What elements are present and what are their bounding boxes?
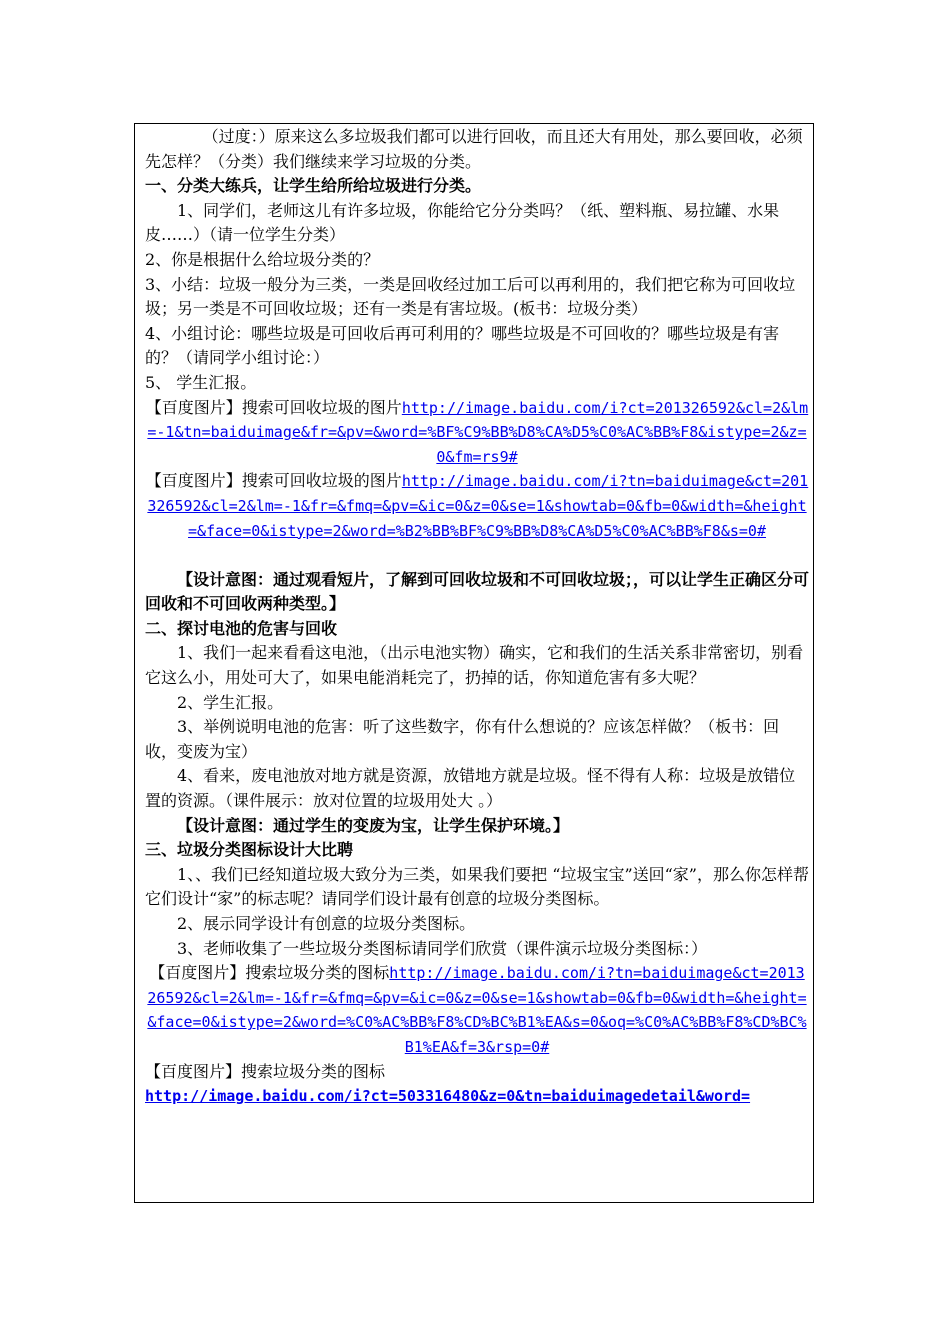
reference-3-link[interactable]: http://image.baidu.com/i?tn=baiduimage&ct=201326592&cl=2&lm=-1&fr=&fmq=&pv=&ic=0&z=0&se=1&showtab=0&fb=0&width=&height=&face=0&istype=2&word=%C0%AC%BB%F8%CD%BC%B1%EA&s=0&oq=%C0%AC%BB%F8%CD%BC%B1%EA&f=3&rsp=0# xyxy=(147,964,807,1056)
section-heading-2: 二、探讨电池的危害与回收 xyxy=(145,618,338,638)
reference-1-label: 【百度图片】搜索可回收垃圾的图片 xyxy=(145,397,402,417)
section-heading-3: 三、垃圾分类图标设计大比聘 xyxy=(145,840,354,860)
paragraph-battery-4: 4、看来，废电池放对地方就是资源，放错地方就是垃圾。怪不得有人称：垃圾是放错位置的资源。（课件展示：放对位置的垃圾用处大 。） xyxy=(145,766,796,811)
reference-4-link[interactable]: http://image.baidu.com/i?ct=503316480&z=0&tn=baiduimagedetail&word= xyxy=(145,1087,751,1106)
blank-line xyxy=(145,543,809,568)
paragraph-battery-3: 3、举例说明电池的危害：听了这些数字，你有什么想说的？应该怎样做？（板书：回收，变废为宝） xyxy=(145,717,780,761)
section-heading-1: 一、分类大练兵，让学生给所给垃圾进行分类。 xyxy=(145,176,482,196)
lesson-content xyxy=(145,125,809,1109)
paragraph-step-1: 1、同学们，老师这儿有许多垃圾，你能给它分分类吗？（纸、塑料瓶、易拉罐、水果皮……）（请一位学生分类） xyxy=(145,200,780,245)
design-intent-2: 【设计意图：通过学生的变废为宝，让学生保护环境。】 xyxy=(177,815,570,835)
paragraph-step-4: 4、小组讨论：哪些垃圾是可回收后再可利用的？哪些垃圾是不可回收的？哪些垃圾是有害的？（请同学小组讨论：） xyxy=(145,323,780,368)
paragraph-step-2: 2、你是根据什么给垃圾分类的？ xyxy=(145,249,380,269)
paragraph-transition: （过度：）原来这么多垃圾我们都可以进行回收，而且还大有用处，那么要回收，必须先怎样？（分类）我们继续来学习垃圾的分类。 xyxy=(145,127,803,171)
reference-1-link[interactable]: http://image.baidu.com/i?ct=201326592&cl=2&lm=-1&tn=baiduimage&fr=&pv=&word=%BF%C9%BB%D8%CA%D5%C0%AC%BB%F8&istype=2&z=0&fm=rs9# xyxy=(147,398,809,466)
paragraph-step-3: 3、小结：垃圾一般分为三类，一类是回收经过加工后可以再利用的，我们把它称为可回收垃圾；另一类是不可回收垃圾；还有一类是有害垃圾。(板书：垃圾分类） xyxy=(145,274,796,319)
paragraph-battery-2: 2、学生汇报。 xyxy=(177,692,284,712)
reference-3 xyxy=(145,961,809,1059)
reference-2-label: 【百度图片】搜索可回收垃圾的图片 xyxy=(145,471,402,491)
paragraph-step-5: 5、 学生汇报。 xyxy=(145,372,257,392)
paragraph-icon-2: 2、展示同学设计有创意的垃圾分类图标。 xyxy=(177,914,476,933)
reference-1 xyxy=(145,396,809,470)
reference-3-label: 【百度图片】搜索垃圾分类的图标 xyxy=(149,963,390,983)
reference-4 xyxy=(145,1084,809,1109)
reference-4-label: 【百度图片】搜索垃圾分类的图标 xyxy=(145,1061,386,1081)
design-intent-1: 【设计意图：通过观看短片，了解到可回收垃圾和不可回收垃圾；，可以让学生正确区分可回收和不可回收两种类型。】 xyxy=(145,569,810,614)
reference-2 xyxy=(145,469,809,543)
paragraph-icon-1: 1、、我们已经知道垃圾大致分为三类，如果我们要把 “垃圾宝宝”送回“家”，那么你怎样帮它们设计“家”的标志呢？请同学们设计最有创意的垃圾分类图标。 xyxy=(145,864,809,909)
paragraph-icon-3: 3、老师收集了一些垃圾分类图标请同学们欣赏（课件演示垃圾分类图标：） xyxy=(177,938,708,958)
reference-2-link[interactable]: http://image.baidu.com/i?tn=baiduimage&ct=201326592&cl=2&lm=-1&fr=&fmq=&pv=&ic=0&z=0&se=1&showtab=0&fb=0&width=&height=&face=0&istype=2&word=%B2%BB%BF%C9%BB%D8%CA%D5%C0%AC%BB%F8&s=0# xyxy=(147,472,809,540)
paragraph-battery-1: 1、我们一起来看看这电池，（出示电池实物）确实，它和我们的生活关系非常密切，别看它这么小，用处可大了，如果电能消耗完了，扔掉的话，你知道危害有多大呢？ xyxy=(145,643,804,688)
